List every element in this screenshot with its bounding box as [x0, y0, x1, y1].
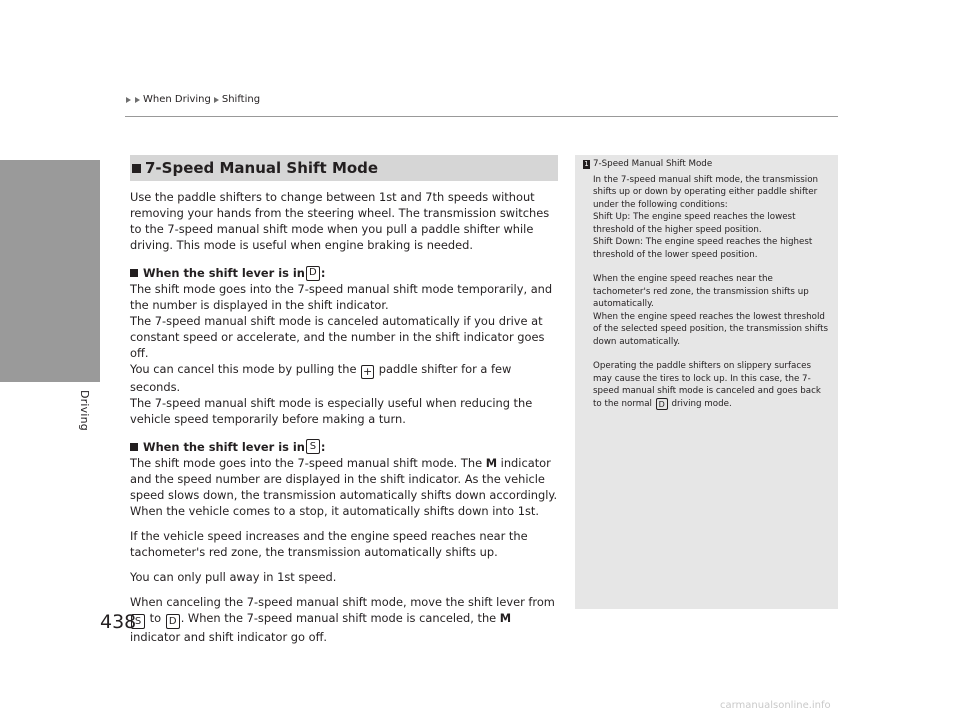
speed-increase-paragraph: If the vehicle speed increases and the engine speed reaches near the tachometer's red zone, the transmission automatically shifts up.: [130, 528, 528, 559]
sidebar-note: [575, 155, 838, 609]
sidebar-paragraph-1: In the 7-speed manual shift mode, the transmission shifts up or down by operating either paddle shifter under the following conditions:: [593, 174, 819, 210]
breadcrumb-arrow-icon: [135, 97, 140, 103]
subheading-d: When the shift lever is in D :: [130, 265, 558, 281]
pull-away-paragraph: You can only pull away in 1st speed.: [130, 569, 337, 584]
key-d-icon: D: [306, 266, 320, 281]
watermark-text: carmanualsonline.info: [720, 700, 831, 711]
s-paragraph-1: The shift mode goes into the 7-speed manual shift mode. The M indicator and the speed number are displayed in the shift indicator. As the vehicle speed slows down, the transmission automatically shifts down accordingly. When the vehicle comes to a stop, it automatically shifts down into 1st.: [130, 455, 558, 518]
d-paragraph-4: The 7-speed manual shift mode is especially useful when reducing the vehicle speed temporarily before making a turn.: [130, 395, 533, 426]
breadcrumb-shifting[interactable]: Shifting: [221, 94, 261, 105]
header-divider: [125, 116, 838, 117]
main-content: [130, 155, 558, 645]
sidebar-paragraph-3: Shift Down: The engine speed reaches the highest threshold of the lower speed position.: [593, 237, 813, 260]
sidebar-paragraph-6: Operating the paddle shifters on slippery surfaces may cause the tires to lock up. In this case, the 7-speed manual shift mode is canceled and goes back to the normal D driving mode.: [593, 361, 821, 409]
chapter-tab: [0, 160, 100, 382]
breadcrumb-arrow-icon: [214, 97, 219, 103]
sidebar-paragraph-2: Shift Up: The engine speed reaches the lowest threshold of the higher speed position.: [593, 212, 796, 235]
breadcrumb-arrow-icon: [126, 97, 131, 103]
d-paragraph-2: The 7-speed manual shift mode is canceled automatically if you drive at constant speed or accelerate, and the number in the shift indicator goes off.: [130, 314, 545, 360]
breadcrumb-when-driving[interactable]: When Driving: [143, 94, 211, 105]
square-bullet-icon: [130, 443, 138, 451]
section-heading: [130, 155, 558, 181]
square-bullet-icon: [132, 164, 141, 173]
section-title: 7-Speed Manual Shift Mode: [145, 159, 379, 177]
sidebar-paragraph-4: When the engine speed reaches near the tachometer's red zone, the transmission shifts up automatically.: [593, 274, 809, 309]
sidebar-paragraph-5: When the engine speed reaches the lowest threshold of the selected speed position, the transmission shifts down automatically.: [593, 311, 829, 347]
key-s-icon: S: [306, 439, 320, 454]
intro-paragraph: Use the paddle shifters to change between 1st and 7th speeds without removing your hands from the steering wheel. The transmission switches to the 7-speed manual shift mode when you pull a paddle shifter while driving. This mode is useful when engine braking is needed.: [130, 190, 550, 252]
reference-number-icon: 1: [584, 160, 589, 168]
subheading-s: When the shift lever is in S :: [130, 439, 558, 455]
key-d-icon: D: [166, 614, 180, 629]
key-s-icon: S: [131, 614, 145, 629]
sidebar-title[interactable]: 1 7-Speed Manual Shift Mode: [584, 159, 713, 169]
key-d-icon: D: [656, 398, 668, 410]
plus-paddle-icon: +: [363, 365, 373, 378]
breadcrumb: [125, 94, 260, 105]
d-paragraph-1: The shift mode goes into the 7-speed manual shift mode temporarily, and the number is displayed in the shift indicator.: [130, 282, 553, 312]
square-bullet-icon: [130, 269, 138, 277]
chapter-label: Driving: [78, 390, 91, 431]
page-number: 438: [100, 611, 137, 633]
d-paragraph-3: You can cancel this mode by pulling the + paddle shifter for a few seconds.: [130, 362, 512, 394]
cancel-paragraph: When canceling the 7-speed manual shift mode, move the shift lever from S to D . When the 7-speed manual shift mode is canceled, the M indicator and shift indicator go off.: [130, 594, 555, 644]
